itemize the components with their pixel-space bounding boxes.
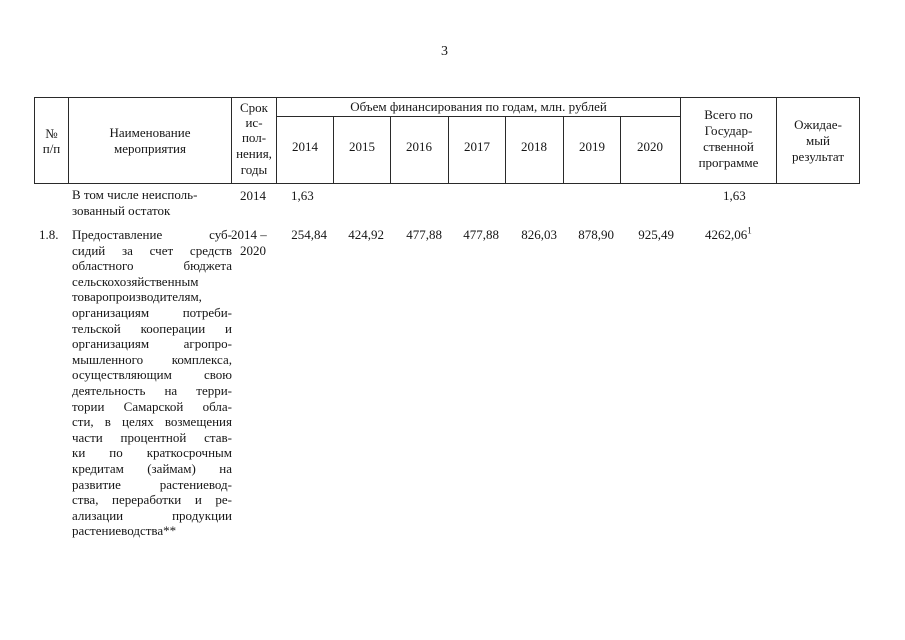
row-name-line: ализации продукции (72, 507, 232, 523)
header-term-line-2: ис- (245, 115, 263, 130)
row-description (72, 227, 232, 539)
row-name-line: тории Самарской обла- (72, 398, 232, 414)
header-term-line-4: нения, (236, 146, 272, 161)
row-total-value: 4262,06 (705, 227, 748, 242)
header-total-line-1: Всего по (704, 107, 753, 122)
row-total (705, 227, 752, 243)
row-name-line: растениеводства** (72, 523, 177, 539)
header-name-line-1: Наименование (109, 125, 191, 140)
header-result-line-2: мый (806, 133, 830, 148)
row-value-2014: 1,63 (291, 188, 314, 203)
row-name-line: товаропроизводителям, (72, 289, 202, 305)
row-number: 1.8. (39, 227, 59, 242)
header-term-line-1: Срок (240, 100, 268, 115)
row-name-line: сельскохозяйственным (72, 273, 199, 289)
header-name-line-2: мероприятия (113, 141, 186, 156)
header-term-line-3: пол- (241, 130, 267, 145)
row-name-line: сти, в целях возмещения (72, 414, 232, 430)
header-num-line-2: п/п (42, 141, 61, 156)
header-year-2016: 2016 (406, 139, 432, 154)
header-year-2015: 2015 (349, 139, 375, 154)
header-year-2014: 2014 (292, 139, 318, 154)
row-name-line: ки по краткосрочным (72, 445, 232, 461)
row-term: 2020 (240, 243, 266, 258)
row-name-line: сидий за счет средств (72, 242, 232, 258)
row-value-2018: 826,03 (521, 227, 557, 242)
row-name-line: ства, переработки и ре- (72, 492, 232, 508)
row-value-2015: 424,92 (348, 227, 384, 242)
row-name-line: организациям потреби- (72, 304, 232, 320)
header-result-line-3: результат (791, 149, 845, 164)
row-name-line: мышленного комплекса, (72, 351, 232, 367)
row-name-line: организациям агропро- (72, 336, 232, 352)
header-num-line-1: № (45, 126, 58, 141)
row-value-2019: 878,90 (578, 227, 614, 242)
row-value-2020: 925,49 (638, 227, 674, 242)
header-result-line-1: Ожидае- (794, 117, 842, 132)
row-value-2017: 477,88 (463, 227, 499, 242)
header-year-2018: 2018 (521, 139, 547, 154)
header-total-line-3: ственной (703, 139, 754, 154)
header-total-line-4: программе (698, 155, 759, 170)
row-name-line: В том числе неисполь- (72, 187, 198, 202)
row-name-line: осуществляющим свою (72, 367, 232, 383)
row-term: 2014 – (231, 227, 267, 242)
row-name-line: деятельность на терри- (72, 382, 232, 398)
row-name-line: областного бюджета (72, 258, 232, 274)
header-term-line-5: годы (240, 162, 268, 177)
header-financing: Объем финансирования по годам, млн. рублей (350, 99, 607, 114)
row-value-2016: 477,88 (406, 227, 442, 242)
page-number: 3 (441, 44, 448, 59)
header-total-line-2: Государ- (704, 123, 753, 138)
row-name-line: тельской кооперации и (72, 320, 232, 336)
row-name-line: развитие растениевод- (72, 476, 232, 492)
row-name-line: зованный остаток (72, 203, 171, 218)
header-year-2017: 2017 (464, 139, 490, 154)
header-year-2019: 2019 (579, 139, 605, 154)
header-year-2020: 2020 (637, 139, 663, 154)
row-name-line: Предоставление суб- (72, 227, 232, 242)
row-value-2014: 254,84 (291, 227, 327, 242)
row-name-line: части процентной став- (72, 429, 232, 445)
row-name-line: кредитам (займам) на (72, 460, 232, 476)
footnote-marker: 1 (747, 225, 752, 236)
row-term: 2014 (240, 188, 266, 203)
row-total: 1,63 (723, 188, 746, 203)
